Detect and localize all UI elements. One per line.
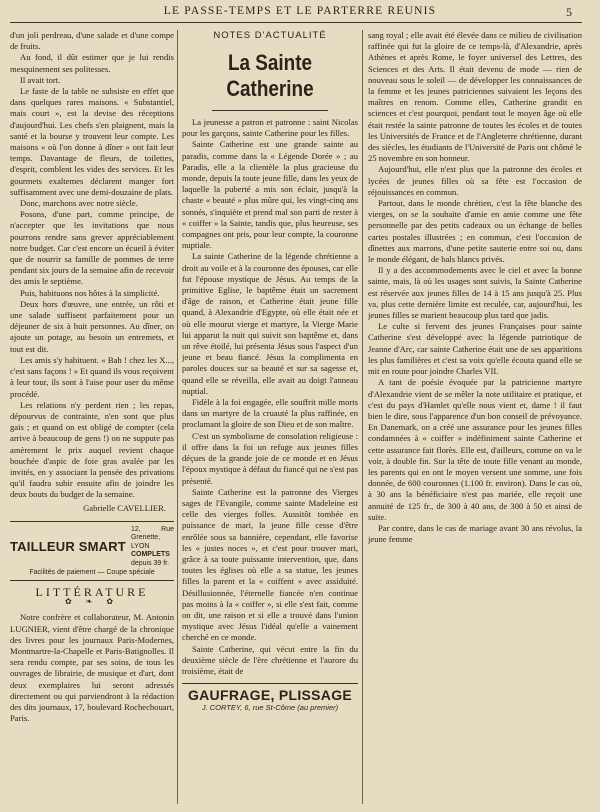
- running-head: [0, 4, 600, 20]
- paragraph: Par contre, dans le cas de mariage avant 30 ans révolus, la jeune femme: [368, 522, 582, 545]
- ad-details: [131, 526, 174, 569]
- ad-brand: GAUFRAGE, PLISSAGE: [187, 687, 353, 704]
- paragraph: C'est un symbolisme de consolation religieuse : il offre dans la foi un refuge aux jeunes filles déçues de la grande joie de ce monde et en Jésus l'époux mystique à défaut du fiancé qui ne s'est pas présenté.: [182, 430, 358, 486]
- section-heading-litterature: [10, 587, 174, 606]
- paragraph: Aujourd'hui, elle n'est plus que la patronne des écoles et lycées de jeunes filles où sa fête est l'occasion de réjouissances en commun.: [368, 164, 582, 197]
- paragraph: Le culte si fervent des jeunes Françaises pour sainte Catherine s'est développé avec la légende patriotique de Jeanne d'Arc, car sainte Catherine était une de ses apparitions les plus familières et c'est sa voix qu'elle écouta quand elle se mit en route pour joindre Charles VII.: [368, 321, 582, 377]
- ornament-icon: ✿ ❧ ✿: [64, 597, 120, 607]
- header-rule: [10, 22, 582, 23]
- paragraph: Sainte Catherine, qui vécut entre la fin du deuxième siècle de l'ère chrétienne et l'aurore du troisième, était de: [182, 643, 358, 676]
- paragraph: Le faste de la table ne subsiste en effet que dans quelques rares maisons. « Substantiel, mais court », est la devise des réceptions d'aujourd'hui. Les chefs s'en plaignent, mais la santé et la bourse y trouvent leur compte. Les maisons « où l'on donne à dîner » ont fait leur temps. Davantage de fleurs, de toilettes, d'esprit, comblent les vides des services. Et les gourmets exaltemes déclarent manger fort suffisamment avec une demi-douzaine de plats.: [10, 86, 174, 197]
- paragraph: Deux hors d'œuvre, une entrée, un rôti et une salade suffisent parfaitement pour un déjeuner de six à huit personnes. Au dîner, on ajoute un potage, au besoin un entremets, et tout est dit.: [10, 298, 174, 354]
- paragraph: Posons, d'une part, comme principe, de n'accepter que les invitations que nous pourrons rendre sans grever appréciablement notre budget. Car c'est encore un écueil à éviter que de nourrir sa famille de pommes de terre pendant six jours de la semaine afin de recevoir des amis le septième.: [10, 209, 174, 287]
- tailor-advertisement: [10, 521, 174, 582]
- paragraph: La jeunesse a patron et patronne : saint Nicolas pour les garçons, sainte Catherine pour les filles.: [182, 117, 358, 139]
- paragraph: Au fond, il dût estimer que je lui rendis mesquinement ses politesses.: [10, 52, 174, 74]
- ad-terms: Facilités de paiement — Coupe spéciale: [29, 569, 155, 577]
- paragraph: Fidèle à la foi engagée, elle souffrit mille morts dans un martyre de la cruauté la plus raffinée, en proclamant la gloire de son Dieu et de son maître.: [182, 397, 358, 430]
- paragraph: Sainte Catherine est la patronne des Vierges sages de l'Evangile, comme sainte Madeleine est celle des vierges folles. Aussitôt tombée en puissance de mari, la jeune fille cesse d'être enrôlée sous sa bannière, cependant, elle favorise les « justes noces », et c'est pour trouver mari, grâce à sa toute puissante intervention, que, dans toutes les églises où elle a sa statue, les jeunes filles la parent et la « coiffent » avec assiduité. Désillusionnée, l'éternelle fiancée n'en continue pas moins à la « coiffer », si elle s'est fait, comme on dit, une raison et si elle a trouvé dans l'union mystique avec Jésus l'idéal qu'elle a vainement cherché en ce monde.: [182, 486, 358, 643]
- paragraph: Les amis s'y habituent. « Bah ! chez les X..., c'est sans façons ! » Et quand ils vous reçoivent à leur tour, ils sont à l'aise pour user du même procédé.: [10, 354, 174, 399]
- ad-address: J. CORTEY, 6, rue St-Côme (au premier): [201, 703, 339, 713]
- paragraph: Notre confrère et collaborateur, M. Antonin LUGNIER, vient d'être chargé de la chronique des livres pour les journaux Paris-Modernes, Montmartre-la-Chapelle et Paris-Batignolles. Il sera rendu compte, par ses soins, de tous les ouvrages de librairie, de musique et d'art, dont deux exemplaires lui seront adressés directement ou qui parviendront à la rédaction des dits journaux, 17, boulevard Rochechouart, Paris.: [10, 612, 174, 724]
- paragraph: Il y a des accommodements avec le ciel et avec la bonne sainte, mais, là où les usages sont suivis, la Sainte Catherine est réservée aux jeunes filles de 14 à 15 ans jusqu'à 25. Plus va, plus cette dernière limite est reculée, car, aujourd'hui, les jeunes filles se marient beaucoup plus tard que jadis.: [368, 265, 582, 321]
- author-signature: Gabrielle CAVELLIER.: [83, 502, 166, 513]
- section-title: LITTÉRATURE: [35, 585, 149, 600]
- paragraph: A tant de poésie évoquée par la patricienne martyre d'Alexandrie vient de se mêler la note utilitaire et pratique, et c'est du pays d'Hamlet qu'elle nous vient et, dame ! il faut bien le dire, sous l'apparence d'un bon conseil de prévoyance. En Danemark, on a créé une assurance pour les jeunes filles condamnées à « coiffer » indéfiniment sainte Catherine et cette assurance fait florès. Elle est, d'ailleurs, comme on va le voir, à double fin. Sur la tête de toute fille venant au monde, les parents qui en ont le moyen versent une somme, une fois donnée, de 600 couronnes (1.100 fr. environ). Dans le cas où, à 30 ans la bénéficiaire n'est pas mariée, elle reçoit une annuité de 125 fr., de 300 à 40 ans, de 300 à 50 et ainsi de suite.: [368, 377, 582, 522]
- paragraph: Partout, dans le monde chrétien, c'est la fête blanche des vierges, on se la souhaite d'amie en amie comme une fête personnelle par des petits cadeaux ou un échange de belles cartes postales illustrées ; en commun, c'est l'occasion de dînettes aux marrons, d'une petite sauterie entre soi ou, dans le monde élégant, de bals blancs privés.: [368, 198, 582, 265]
- paragraph: Donc, marchons avec notre siècle.: [20, 198, 138, 209]
- page-number: 5: [566, 5, 572, 19]
- column-right: [368, 30, 582, 808]
- column-middle: [182, 30, 358, 808]
- headline-rule: [212, 110, 328, 111]
- ad-brand: TAILLEUR SMART: [10, 538, 126, 554]
- section-kicker: NOTES D'ACTUALITÉ: [213, 30, 327, 41]
- paragraph: Puis, habituons nos hôtes à la simplicité.: [20, 287, 160, 298]
- column-divider: [177, 30, 178, 804]
- paragraph: La sainte Catherine de la légende chrétienne a droit au voile et à la couronne des épouses, car elle fut l'épouse mystique de Jésus. Au temps de la primitive Eglise, le baptême était un sacrement d'âge de raison, et Catherine était jeune fille quand, à Alexandrie d'Egypte, où elle était née et où elle mourut vierge et martyre, la Vierge Marie lui apparut la nuit qui suivit son baptême et, dans un rêve étoilé, lui présenta Jésus sous l'aspect d'un jeune et beau fiancé. Jésus la complimenta en paroles douces sur sa beauté et sur sa sagesse et, quand elle se réveilla, elle avait au doigt l'anneau nuptial.: [182, 251, 358, 396]
- column-left: [10, 30, 174, 808]
- paragraph: d'un joli perdreau, d'une salade et d'une compe de fruits.: [10, 30, 174, 52]
- ad-price: depuis 39 fr.: [130, 559, 170, 567]
- paragraph: Sainte Catherine est une grande sainte au paradis, comme dans la « Légende Dorée » ; au Paradis, elle a la clientèle la plus gracieuse du monde, depuis la toute jeune fille, dans les yeux de laquelle la puberté a mis son éclair, jusqu'à la chaste « beauté » plus mûre qui, les vingt-cinq ans sonnés, s'inquiète et prend mal son parti de rester à « coiffer » la Sainte, tandis que, plus heureuse, ses compagnes ont pris, pour leur compte, la couronne nuptiale.: [182, 139, 358, 251]
- paragraph: sang royal ; elle avait été élevée dans ce milieu de civilisation raffinée qui fut la gloire de ce temps-là, d'Alexandrie, après Athènes et après Rome, le foyer universel des Lettres, des Sciences et des Arts. Il était devenu de mode — rien de nouveau sous le soleil — de développer les connaissances de la femme et les jeunes patriciennes suivaient les leçons des maîtres en renom. Comme elles, Catherine grandit en sciences et c'est pourquoi, pendant tout le moyen âge où elle était restée la sainte patronne de toutes les écoles et de toutes les Universités de France et de l'Angleterre chrétienne, durant des siècles, les étudiants de l'Université de Paris ont chômé le 25 novembre en son honneur.: [368, 30, 582, 164]
- ad-address: 12, Rue Grenette, LYON: [130, 525, 174, 550]
- gaufrage-advertisement: [182, 683, 358, 713]
- paragraph: Il avait tort.: [20, 74, 61, 85]
- journal-title: LE PASSE-TEMPS ET LE PARTERRE REUNIS: [163, 5, 437, 17]
- column-divider: [362, 30, 363, 804]
- paragraph: Les relations n'y perdent rien ; les repas, dépourvus de contrainte, n'en sont que plus gais ; et quand on est obligé de compter (cela arrive à beaucoup de gens !) on ne suppute pas amèrement le prix auquel revient chaque bouchée d'aspic de foie gras avalée par les invités, en y associant la pensée des privations qu'il faudra subir ensuite afin de joindre les deux bouts du budget de la semaine.: [10, 399, 174, 500]
- article-headline: La Sainte Catherine: [226, 50, 314, 101]
- ad-offer: COMPLETS: [130, 551, 170, 559]
